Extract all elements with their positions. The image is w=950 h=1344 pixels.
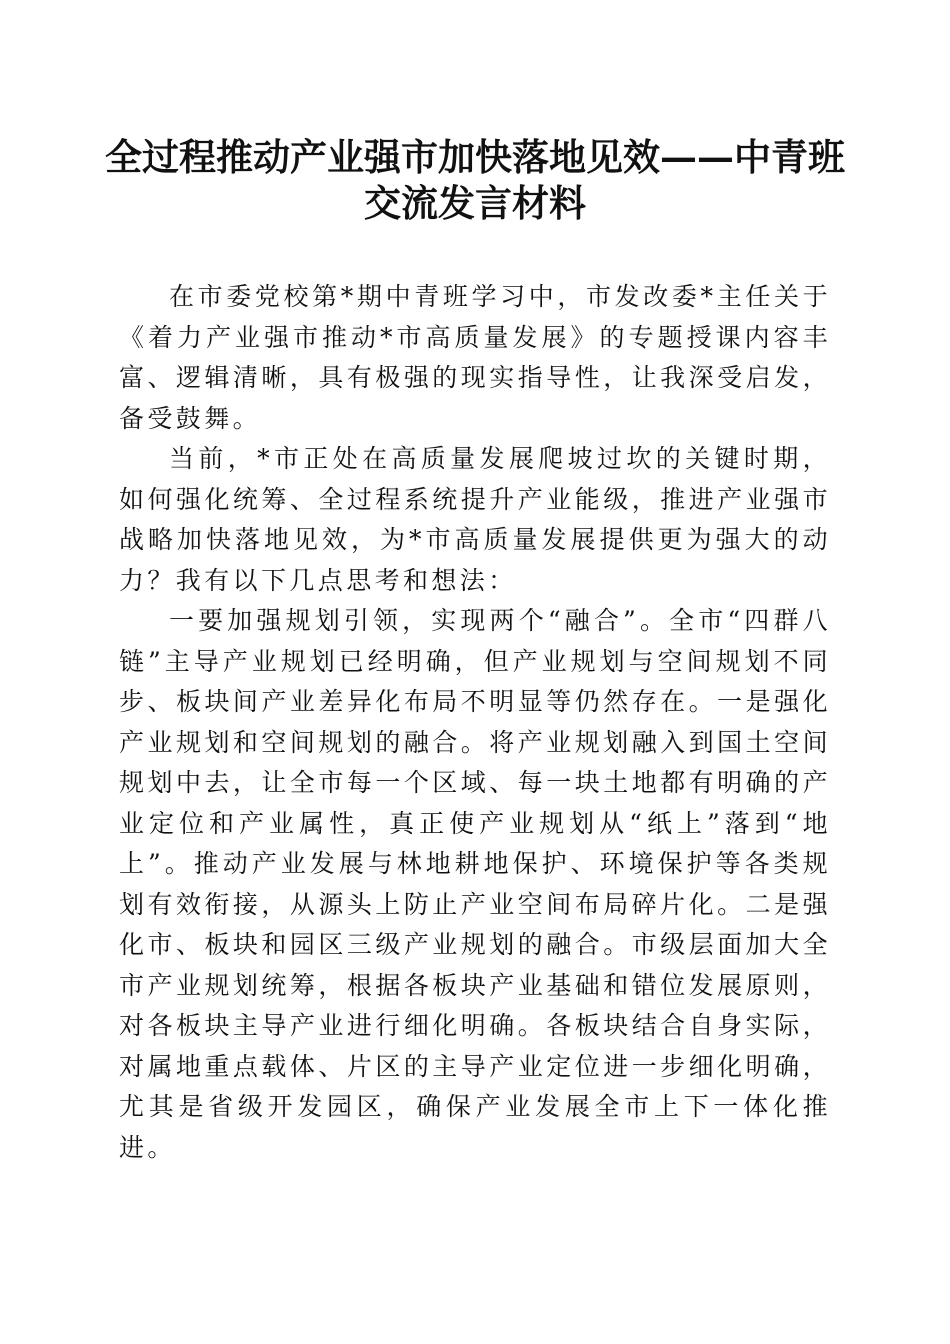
paragraph-intro: 在市委党校第*期中青班学习中，市发改委*主任关于《着力产业强市推动*市高质量发展》的专题授课内容丰富、逻辑清晰，具有极强的现实指导性，让我深受启发，备受鼓舞。 [119,282,831,433]
paragraph-point-one: 一要加强规划引领，实现两个“融合”。全市“四群八链”主导产业规划已经明确，但产业规划与空间规划不同步、板块间产业差异化布局不明显等仍然存在。一是强化产业规划和空间规划的融合。将产业规划融入到国土空间规划中去，让全市每一个区域、每一块土地都有明确的产业定位和产业属性，真正使产业规划从“纸上”落到“地上”。推动产业发展与林地耕地保护、环境保护等各类规划有效衔接，从源头上防止产业空间布局碎片化。二是强化市、板块和园区三级产业规划的融合。市级层面加大全市产业规划统筹，根据各板块产业基础和错位发展原则，对各板块主导产业进行细化明确。各板块结合自身实际，对属地重点载体、片区的主导产业定位进一步细化明确，尤其是省级开发园区，确保产业发展全市上下一体化推进。 [119,606,831,1162]
document-body [119,277,831,1168]
title-line-2: 交流发言材料 [364,181,586,225]
paragraph-context: 当前，*市正处在高质量发展爬坡过坎的关键时期，如何强化统筹、全过程系统提升产业能级，推进产业强市战略加快落地见效，为*市高质量发展提供更为强大的动力？我有以下几点思考和想法： [119,444,831,595]
title-line-1: 全过程推动产业强市加快落地见效——中青班 [105,135,845,179]
document-title [100,134,850,226]
